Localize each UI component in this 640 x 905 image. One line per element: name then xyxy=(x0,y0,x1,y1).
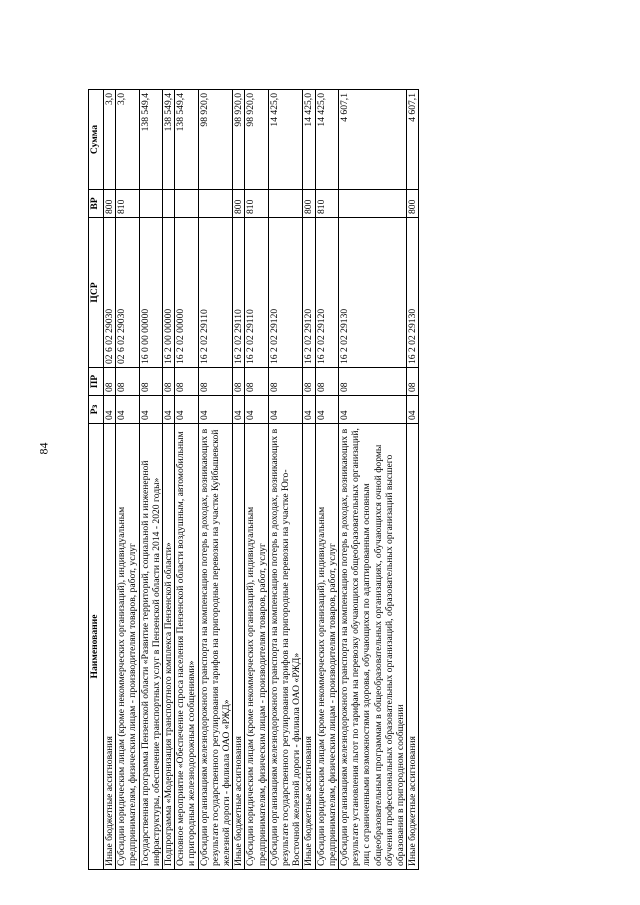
cell-pr: 08 xyxy=(116,368,139,396)
cell-name: Подпрограмма «Модернизация транспортного комплекса Пензенской области» xyxy=(163,424,175,870)
cell-pr: 08 xyxy=(245,368,268,396)
cell-csr: 16 2 02 29120 xyxy=(303,218,315,368)
header-csr: ЦСР xyxy=(89,218,104,368)
cell-rz: 04 xyxy=(233,396,245,424)
table-row xyxy=(303,90,315,870)
cell-pr: 08 xyxy=(407,368,419,396)
cell-rz: 04 xyxy=(198,396,233,424)
cell-csr: 16 0 00 00000 xyxy=(139,218,162,368)
cell-rz: 04 xyxy=(268,396,303,424)
cell-vr xyxy=(139,190,162,218)
cell-rz: 04 xyxy=(315,396,338,424)
cell-sum: 98 920,0 xyxy=(198,90,233,190)
cell-name: Субсидии юридическим лицам (кроме некоммерческих организаций), индивидуальным предпринимателям, физическим лицам - производителям товаров, работ, услуг xyxy=(116,424,139,870)
cell-pr: 08 xyxy=(339,368,407,396)
cell-sum: 138 549,4 xyxy=(175,90,198,190)
cell-sum: 138 549,4 xyxy=(163,90,175,190)
cell-vr: 810 xyxy=(116,190,139,218)
cell-name: Субсидии организациям железнодорожного транспорта на компенсацию потерь в доходах, возникающих в результате государственного регулирования тарифов на пригородные перевозки на участке Куйбышевской железной дороги - филиала ОАО «РЖД» xyxy=(198,424,233,870)
cell-csr: 16 2 02 29120 xyxy=(268,218,303,368)
cell-pr: 08 xyxy=(303,368,315,396)
cell-vr: 800 xyxy=(303,190,315,218)
cell-name: Иные бюджетные ассигнования xyxy=(233,424,245,870)
cell-rz: 04 xyxy=(339,396,407,424)
table-row xyxy=(163,90,175,870)
table-row xyxy=(339,90,407,870)
cell-pr: 08 xyxy=(233,368,245,396)
cell-pr: 08 xyxy=(268,368,303,396)
cell-csr: 02 6 02 29030 xyxy=(116,218,139,368)
cell-name: Субсидии организациям железнодорожного транспорта на компенсацию потерь в доходах, возникающих в результате государственного регулирования тарифов на пригородные перевозки на участке Юго-Восточной железной дороги - филиала ОАО «РЖД» xyxy=(268,424,303,870)
cell-pr: 08 xyxy=(315,368,338,396)
cell-sum: 14 425,0 xyxy=(315,90,338,190)
cell-pr: 08 xyxy=(104,368,116,396)
table-row xyxy=(233,90,245,870)
cell-sum: 3,0 xyxy=(104,90,116,190)
table-row xyxy=(268,90,303,870)
cell-vr xyxy=(198,190,233,218)
cell-rz: 04 xyxy=(139,396,162,424)
cell-rz: 04 xyxy=(245,396,268,424)
cell-rz: 04 xyxy=(116,396,139,424)
budget-table xyxy=(88,89,419,870)
cell-csr: 16 2 02 29130 xyxy=(407,218,419,368)
cell-pr: 08 xyxy=(198,368,233,396)
cell-name: Субсидии юридическим лицам (кроме некоммерческих организаций), индивидуальным предпринимателям, физическим лицам - производителям товаров, работ, услуг xyxy=(245,424,268,870)
table-row xyxy=(175,90,198,870)
header-sum: Сумма xyxy=(89,90,104,190)
cell-pr: 08 xyxy=(163,368,175,396)
cell-rz: 04 xyxy=(175,396,198,424)
table-row xyxy=(315,90,338,870)
table-body xyxy=(104,90,419,870)
cell-sum: 14 425,0 xyxy=(268,90,303,190)
cell-name: Субсидии юридическим лицам (кроме некоммерческих организаций), индивидуальным предпринимателям, физическим лицам - производителям товаров, работ, услуг xyxy=(315,424,338,870)
cell-sum: 4 607,1 xyxy=(407,90,419,190)
cell-vr: 810 xyxy=(245,190,268,218)
table-row xyxy=(104,90,116,870)
cell-sum: 3,0 xyxy=(116,90,139,190)
cell-csr: 16 2 02 29110 xyxy=(245,218,268,368)
cell-sum: 138 549,4 xyxy=(139,90,162,190)
cell-sum: 4 607,1 xyxy=(339,90,407,190)
table-row xyxy=(139,90,162,870)
cell-sum: 98 920,0 xyxy=(245,90,268,190)
cell-vr: 800 xyxy=(104,190,116,218)
cell-csr: 16 2 02 29130 xyxy=(339,218,407,368)
cell-csr: 16 2 02 29120 xyxy=(315,218,338,368)
page-number: 84 xyxy=(36,442,51,455)
cell-vr xyxy=(268,190,303,218)
cell-rz: 04 xyxy=(303,396,315,424)
table-row xyxy=(407,90,419,870)
cell-csr: 02 6 02 29030 xyxy=(104,218,116,368)
cell-rz: 04 xyxy=(163,396,175,424)
cell-vr: 800 xyxy=(233,190,245,218)
cell-csr: 16 2 02 29110 xyxy=(233,218,245,368)
cell-pr: 08 xyxy=(139,368,162,396)
rotated-page-content xyxy=(88,90,552,870)
header-rz: Рз xyxy=(89,396,104,424)
header-name: Наименование xyxy=(89,424,104,870)
cell-vr: 800 xyxy=(407,190,419,218)
cell-name: Иные бюджетные ассигнования xyxy=(407,424,419,870)
cell-sum: 98 920,0 xyxy=(233,90,245,190)
cell-rz: 04 xyxy=(104,396,116,424)
cell-vr xyxy=(163,190,175,218)
table-row xyxy=(116,90,139,870)
cell-name: Иные бюджетные ассигнования xyxy=(303,424,315,870)
table-header-row xyxy=(89,90,104,870)
header-vr: ВР xyxy=(89,190,104,218)
cell-name: Государственная программа Пензенской области «Развитие территорий, социальной и инженерной инфраструктуры, обеспечение транспортных услуг в Пензенской области на 2014 - 2020 годы» xyxy=(139,424,162,870)
cell-csr: 16 2 02 00000 xyxy=(175,218,198,368)
cell-name: Основное мероприятие «Обеспечение спроса населения Пензенской области воздушным, автомобильным и пригородным железнодорожным сообщениями» xyxy=(175,424,198,870)
cell-csr: 16 2 00 00000 xyxy=(163,218,175,368)
cell-name: Иные бюджетные ассигнования xyxy=(104,424,116,870)
cell-vr: 810 xyxy=(315,190,338,218)
cell-csr: 16 2 02 29110 xyxy=(198,218,233,368)
cell-sum: 14 425,0 xyxy=(303,90,315,190)
cell-vr xyxy=(339,190,407,218)
cell-vr xyxy=(175,190,198,218)
cell-rz: 04 xyxy=(407,396,419,424)
table-row xyxy=(245,90,268,870)
cell-pr: 08 xyxy=(175,368,198,396)
table-row xyxy=(198,90,233,870)
header-pr: ПР xyxy=(89,368,104,396)
cell-name: Субсидии организациям железнодорожного транспорта на компенсацию потерь в доходах, возникающих в результате установления льгот по тарифам на перевозку обучающихся общеобразовательных организаций, лиц с ограниченными возможностями здоровья, обучающихся по адаптированным основным общеобразовательным программам в общеобразовательных организациях, обучающихся очной формы обучения профессиональных образовательных организаций, образовательных организаций высшего образования в пригородном сообщении xyxy=(339,424,407,870)
